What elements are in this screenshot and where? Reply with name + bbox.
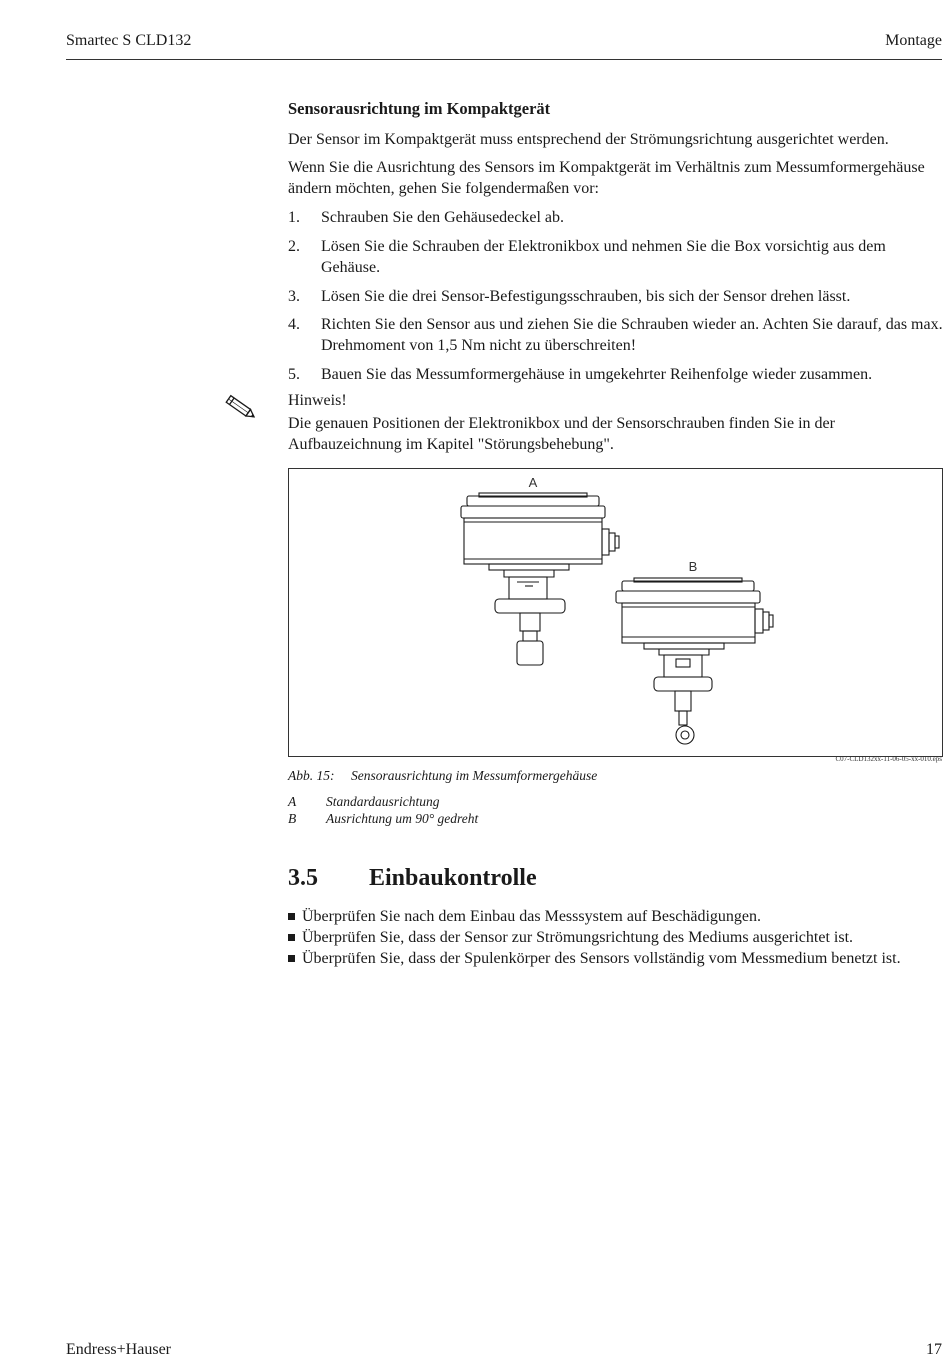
note-label: Hinweis! xyxy=(288,392,347,409)
instruction-paragraph: Wenn Sie die Ausrichtung des Sensors im Kompaktgerät im Verhältnis zum Messumformergehäuse ändern möchten, gehen Sie folgendermaßen vor: xyxy=(288,159,925,197)
chapter-title: Einbaukontrolle xyxy=(369,865,537,891)
step-number: 4. xyxy=(288,316,300,333)
note-text: Die genauen Positionen der Elektronikbox und der Sensorschrauben finden Sie in der Aufbauzeichnung im Kapitel "Störungsbehebung". xyxy=(288,415,835,453)
chapter-number: 3.5 xyxy=(288,865,318,891)
figure-label-a: A xyxy=(528,475,538,490)
header-chapter-name: Montage xyxy=(885,32,942,49)
header-product-name: Smartec S CLD132 xyxy=(66,32,192,49)
footer-page-number: 17 xyxy=(926,1341,942,1358)
section-heading: Sensorausrichtung im Kompaktgerät xyxy=(288,99,551,118)
step-text: Lösen Sie die drei Sensor-Befestigungsschrauben, bis sich der Sensor drehen lässt. xyxy=(321,288,851,305)
legend-key: A xyxy=(288,794,297,809)
step-number: 2. xyxy=(288,238,300,255)
legend-key: B xyxy=(288,811,297,826)
figure-sensor-orientation xyxy=(288,468,943,757)
bullet-text: Überprüfen Sie, dass der Sensor zur Strömungsrichtung des Mediums ausgerichtet ist. xyxy=(302,929,854,946)
figure-file-code: C07-CLD132xx-11-06-05-xx-010.eps xyxy=(835,755,942,763)
step-number: 1. xyxy=(288,209,300,226)
bullet-square-icon xyxy=(288,934,295,941)
step-text: Richten Sie den Sensor aus und ziehen Sie die Schrauben wieder an. Achten Sie darauf, das max. Drehmoment von 1,5 Nm nicht zu überschreiten! xyxy=(321,316,943,354)
figure-caption-number: Abb. 15: xyxy=(288,768,335,783)
step-text: Bauen Sie das Messumformergehäuse in umgekehrter Reihenfolge wieder zusammen. xyxy=(321,366,873,383)
figure-caption-text: Sensorausrichtung im Messumformergehäuse xyxy=(351,768,598,783)
pencil-icon xyxy=(220,392,260,422)
step-text: Lösen Sie die Schrauben der Elektronikbox und nehmen Sie die Box vorsichtig aus dem Gehäuse. xyxy=(321,238,886,276)
bullet-text: Überprüfen Sie nach dem Einbau das Messsystem auf Beschädigungen. xyxy=(302,908,761,925)
header-divider xyxy=(66,59,942,60)
device-a-drawing xyxy=(461,493,619,665)
figure-label-b: B xyxy=(688,559,698,574)
legend-value: Standardausrichtung xyxy=(326,794,440,809)
footer-company: Endress+Hauser xyxy=(66,1341,171,1358)
legend-value: Ausrichtung um 90° gedreht xyxy=(326,811,479,826)
bullet-text: Überprüfen Sie, dass der Spulenkörper des Sensors vollständig vom Messmedium benetzt ist. xyxy=(302,950,901,967)
device-b-drawing xyxy=(616,578,773,744)
step-text: Schrauben Sie den Gehäusedeckel ab. xyxy=(321,209,565,226)
figure-caption xyxy=(288,768,597,784)
bullet-square-icon xyxy=(288,955,295,962)
step-number: 5. xyxy=(288,366,300,383)
step-number: 3. xyxy=(288,288,300,305)
intro-paragraph: Der Sensor im Kompaktgerät muss entsprechend der Strömungsrichtung ausgerichtet werden. xyxy=(288,131,889,148)
bullet-square-icon xyxy=(288,913,295,920)
